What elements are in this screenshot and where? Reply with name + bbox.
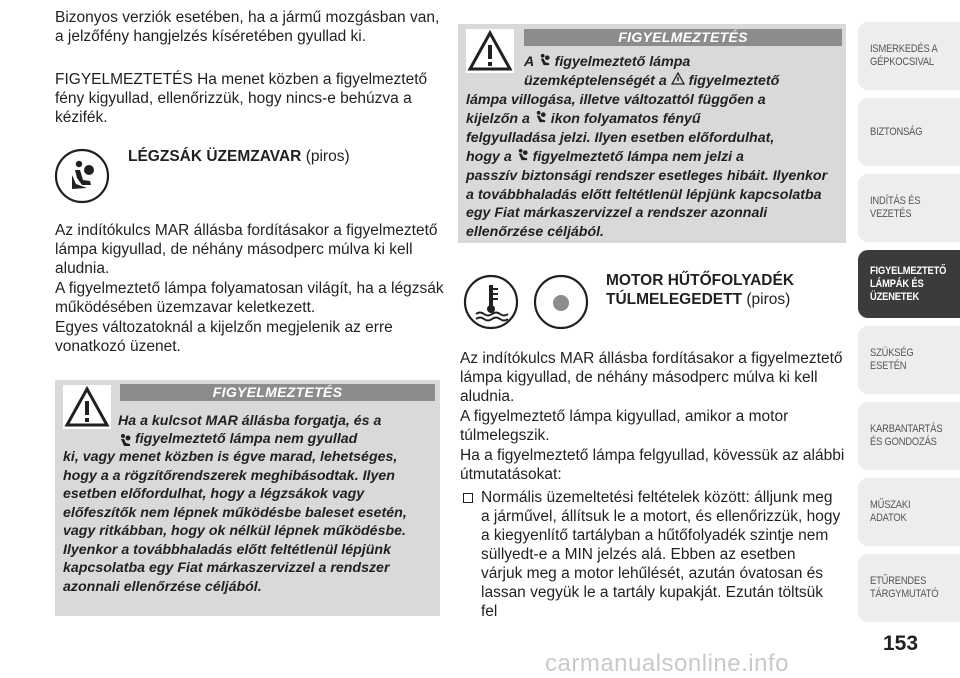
- tab-label: FIGYELMEZTETŐ LÁMPÁK ÉS ÜZENETEK: [870, 264, 947, 303]
- warning-box-title: FIGYELMEZTETÉS: [120, 384, 435, 401]
- coolant-paragraph-3: Ha a figyelmeztető lámpa felgyullad, kövessük az alábbi útmutatásokat:: [460, 447, 845, 483]
- rw-line-3: lámpa villogása, illetve változattól függően a: [466, 92, 766, 108]
- rw-l2a: üzemképtelenségét a: [524, 73, 667, 89]
- tab-label: MŰSZAKI ADATOK: [870, 499, 911, 524]
- warning-box-title-right: FIGYELMEZTETÉS: [524, 29, 842, 46]
- warning-line-2: figyelmeztető lámpa nem gyullad: [135, 431, 358, 447]
- handbrake-warning-paragraph: FIGYELMEZTETÉS Ha menet közben a figyelmeztető fény kigyullad, ellenőrizzük, hogy nincs-e behúzva a kézifék.: [55, 71, 428, 126]
- tab-technical-data[interactable]: [858, 478, 960, 546]
- tab-index[interactable]: [858, 554, 960, 622]
- page-number: 153: [883, 632, 919, 655]
- rw-l2b: figyelmeztető: [688, 73, 780, 89]
- rw-line-2: [524, 72, 779, 91]
- tab-label: KARBANTARTÁS ÉS GONDOZÁS: [870, 423, 943, 448]
- rw-line-7: passzív biztonsági rendszer esetleges hibáit. Ilyenkor a továbbhaladás előtt feltétlenül lépjünk kapcsolatba egy Fiat márkaszervizzel a rendszer azonnali ellenőrzése céljából.: [466, 168, 828, 240]
- coolant-paragraph-1: Az indítókulcs MAR állásba fordításakor a figyelmeztető lámpa kigyullad, de néhány másodperc múlva ki kell aludnia.: [460, 350, 843, 405]
- rw-line-6: [466, 148, 744, 167]
- airbag-paragraph-2: A figyelmeztető lámpa folyamatosan világít, ha a légzsák működésében üzemzavar keletkezett.: [55, 280, 444, 316]
- coolant-bullet-1: Normális üzemeltetési feltételek között: álljunk meg a járművel, állítsuk le a motort, és ellenőrizzük, hogy a kiegyenlítő tartályban a hűtőfolyadék szintje nem süllyedt-e a MIN jelzés alá. Ebben az esetben várjuk meg a motor lehűlését, azután óvatosan és lassan vegyük le a tartály kupakját. Ezután töltsük fel: [481, 489, 841, 620]
- coolant-heading-2-text: TÚLMELEGEDETT: [606, 291, 743, 308]
- coolant-heading-1: MOTOR HŰTŐFOLYADÉK: [606, 272, 795, 289]
- coolant-heading-2: [606, 290, 790, 309]
- warning-line-1: Ha a kulcsot MAR állásba forgatja, és a: [118, 413, 382, 429]
- coolant-paragraph-2: A figyelmeztető lámpa kigyullad, amikor a motor túlmelegszik.: [460, 408, 789, 444]
- airbag-warning-icon: [54, 148, 110, 204]
- tab-getting-started[interactable]: [858, 22, 960, 90]
- watermark: carmanualsonline.info: [545, 650, 789, 677]
- airbag-inline-icon: [118, 433, 132, 447]
- tab-starting-driving[interactable]: [858, 174, 960, 242]
- airbag-inline-icon: [534, 110, 547, 123]
- airbag-lamp-warning-box: [458, 24, 846, 243]
- tab-label: BIZTONSÁG: [870, 125, 923, 138]
- rw-l4b: ikon folyamatos fényű: [550, 111, 701, 127]
- rw-l6b: figyelmeztető lámpa nem jelzi a: [532, 149, 744, 165]
- airbag-heading-text: LÉGZSÁK ÜZEMZAVAR: [128, 148, 302, 165]
- rw-l6a: hogy a: [466, 149, 512, 165]
- tab-label: SZÜKSÉG ESETÉN: [870, 347, 914, 372]
- airbag-fault-heading: [128, 147, 350, 166]
- rw-l4a: kijelzőn a: [466, 111, 530, 127]
- airbag-inline-icon: [516, 148, 529, 161]
- warning-triangle-icon-right: [466, 29, 514, 73]
- tab-safety[interactable]: [858, 98, 960, 166]
- tab-maintenance[interactable]: [858, 402, 960, 470]
- bullet-icon: [463, 493, 473, 503]
- coolant-heading-color: (piros): [746, 291, 791, 308]
- warning-body: ki, vagy menet közben is égve marad, lehetséges, hogy a a rögzítőrendszerek meghibásodtak. Ilyen esetben előfordulhat, hogy a légzsákok vagy előfeszítők nem lépnek működésbe baleset esetén, vagy ritkábban, hogy ok nélkül lépnek működésbe. Ilyenkor a továbbhaladás előtt feltétlenül lépjünk kapcsolatba egy Fiat márkaszervizzel a rendszer azonnali ellenőrzése céljából.: [63, 449, 407, 595]
- tab-emergency[interactable]: [858, 326, 960, 394]
- rw-line-5: felgyulladása jelzi. Ilyen esetben előfordulhat,: [466, 130, 775, 146]
- warning-triangle-icon: [63, 385, 111, 429]
- airbag-inline-icon: [538, 53, 551, 66]
- indicator-dot-icon: [533, 274, 589, 330]
- tab-label: ISMERKEDÉS A GÉPKOCSIVAL: [870, 43, 938, 68]
- rw-line-4: [466, 110, 701, 129]
- tab-warning-lights[interactable]: [858, 250, 960, 318]
- rw-l1b: figyelmeztető lámpa: [554, 54, 691, 70]
- warning-inline-icon: [671, 72, 685, 85]
- airbag-warning-box: [55, 380, 440, 616]
- intro-paragraph: Bizonyos verziók esetében, ha a jármű mozgásban van, a jelzőfény hangjelzés kíséretében gyullad ki.: [55, 9, 440, 45]
- tab-label: ETŰRENDES TÁRGYMUTATÓ: [870, 575, 939, 600]
- airbag-paragraph-1: Az indítókulcs MAR állásba fordításakor a figyelmeztető lámpa kigyullad, de néhány másodperc múlva ki kell aludnia.: [55, 222, 438, 277]
- tab-label: INDÍTÁS ÉS VEZETÉS: [870, 195, 921, 220]
- coolant-temperature-icon: [463, 274, 519, 330]
- airbag-heading-color: (piros): [305, 148, 350, 165]
- airbag-paragraph-3: Egyes változatoknál a kijelzőn megjelenik az erre vonatkozó üzenet.: [55, 319, 393, 355]
- rw-line-1: [524, 53, 690, 72]
- rw-l1a: A: [524, 54, 534, 70]
